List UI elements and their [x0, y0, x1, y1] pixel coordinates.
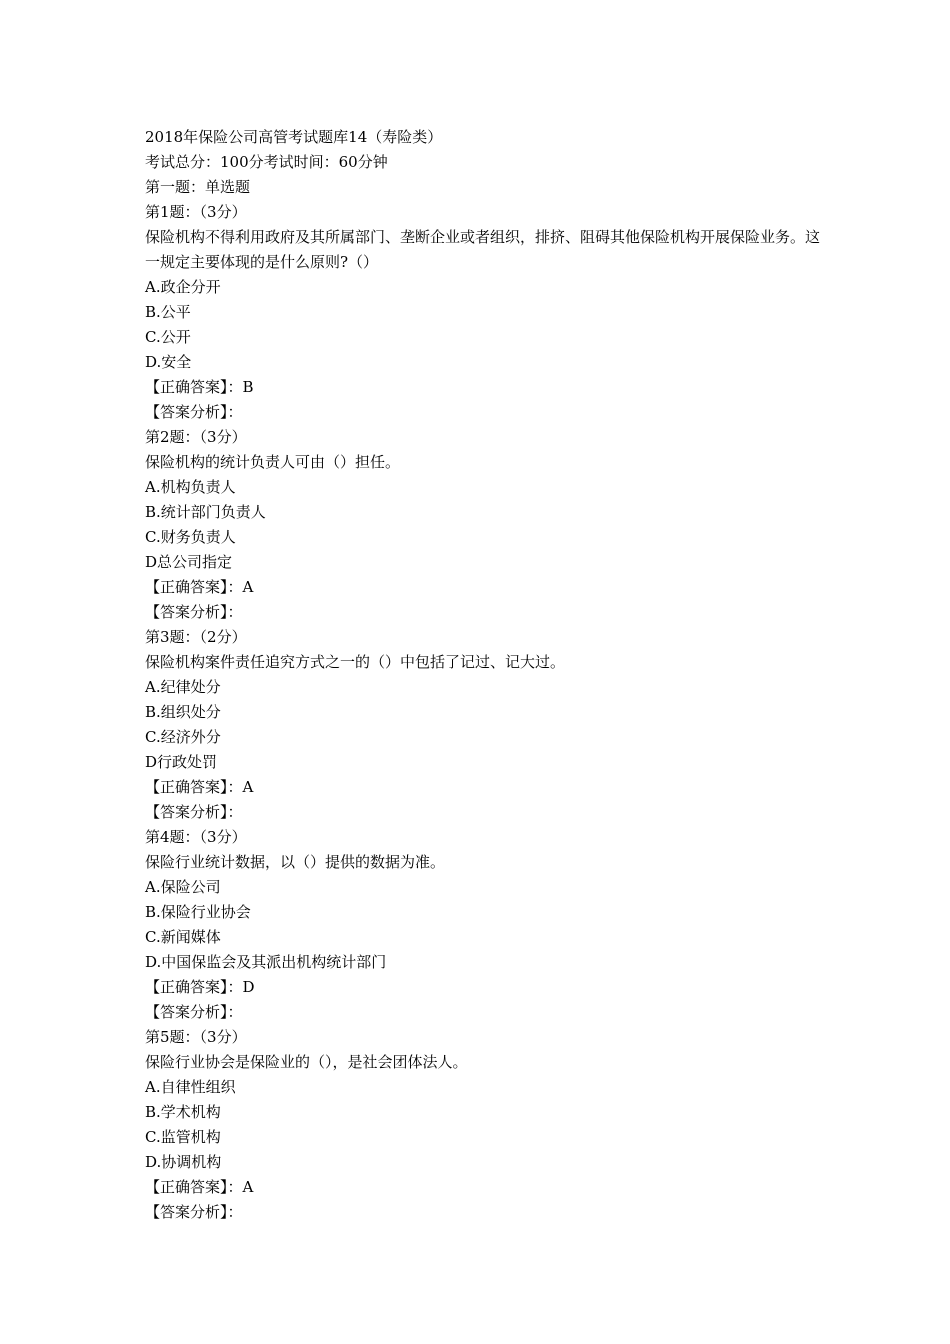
correct-answer: 【正确答案】：A	[145, 777, 254, 796]
answer-analysis: 【答案分析】：	[145, 1202, 243, 1221]
question-header: 第3题：（2分）	[145, 627, 247, 646]
correct-answer: 【正确答案】：A	[145, 1177, 254, 1196]
option-c: C.新闻媒体	[145, 927, 221, 946]
option-b: B.公平	[145, 302, 191, 321]
option-c: C.公开	[145, 327, 191, 346]
option-a: A.保险公司	[145, 877, 221, 896]
answer-analysis: 【答案分析】：	[145, 402, 243, 421]
answer-analysis: 【答案分析】：	[145, 1002, 243, 1021]
option-b: B.组织处分	[145, 702, 221, 721]
question-block	[145, 425, 825, 625]
option-d: D.中国保监会及其派出机构统计部门	[145, 952, 387, 971]
question-stem: 保险机构案件责任追究方式之一的（）中包括了记过、记大过。	[145, 652, 566, 671]
correct-answer: 【正确答案】：A	[145, 577, 254, 596]
option-d: D.安全	[145, 352, 192, 371]
question-block	[145, 625, 825, 825]
option-c: C.监管机构	[145, 1127, 221, 1146]
option-b: B.学术机构	[145, 1102, 221, 1121]
question-stem: 保险行业协会是保险业的（），是社会团体法人。	[145, 1052, 468, 1071]
document-title: 2018年保险公司高管考试题库14（寿险类）	[145, 128, 443, 146]
option-a: A.政企分开	[145, 277, 221, 296]
question-block	[145, 825, 825, 1025]
option-a: A.机构负责人	[145, 477, 236, 496]
question-stem: 保险机构的统计负责人可由（）担任。	[145, 452, 401, 471]
option-b: B.保险行业协会	[145, 902, 251, 921]
section-heading: 第一题：单选题	[145, 178, 251, 196]
answer-analysis: 【答案分析】：	[145, 602, 243, 621]
question-stem: 保险行业统计数据，以（）提供的数据为准。	[145, 852, 446, 871]
exam-meta: 考试总分：100分考试时间：60分钟	[145, 153, 388, 171]
question-stem: 保险机构不得利用政府及其所属部门、垄断企业或者组织，排挤、阻碍其他保险机构开展保险业务。这一规定主要体现的是什么原则?（）	[145, 228, 821, 271]
option-d: D总公司指定	[145, 552, 233, 571]
answer-analysis: 【答案分析】：	[145, 802, 243, 821]
option-d: D行政处罚	[145, 752, 218, 771]
correct-answer: 【正确答案】：D	[145, 977, 255, 996]
question-header: 第4题：（3分）	[145, 827, 247, 846]
correct-answer: 【正确答案】：B	[145, 377, 254, 396]
option-d: D.协调机构	[145, 1152, 222, 1171]
option-b: B.统计部门负责人	[145, 502, 266, 521]
question-block	[145, 1025, 825, 1225]
question-header: 第2题：（3分）	[145, 427, 247, 446]
question-header: 第1题：（3分）	[145, 203, 247, 221]
option-a: A.自律性组织	[145, 1077, 236, 1096]
option-c: C.财务负责人	[145, 527, 236, 546]
question-block	[145, 200, 825, 425]
option-c: C.经济外分	[145, 727, 221, 746]
document-content	[145, 125, 825, 1225]
option-a: A.纪律处分	[145, 677, 221, 696]
question-header: 第5题：（3分）	[145, 1027, 247, 1046]
